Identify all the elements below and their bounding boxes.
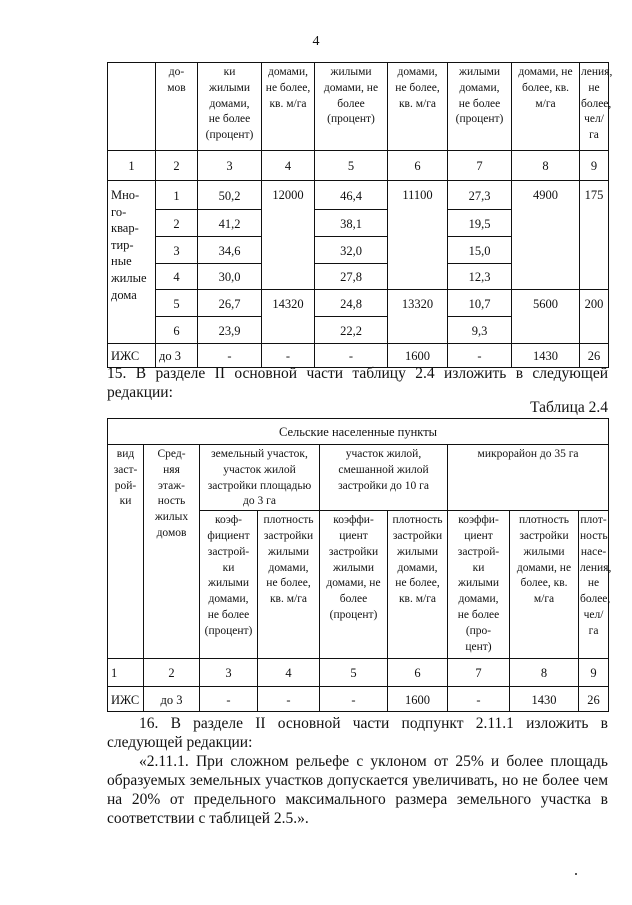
colnum-cell: 9: [580, 151, 609, 181]
value-cell: 19,5: [448, 210, 512, 237]
table1-header-cell: домами, не более, кв. м/га: [262, 63, 315, 151]
value-cell: 9,3: [448, 317, 512, 344]
izhs-cell: 1430: [510, 687, 579, 712]
floors-cell: 3: [156, 237, 198, 264]
value-cell: 23,9: [198, 317, 262, 344]
table-row-izhs: [108, 687, 609, 712]
value-cell: 26,7: [198, 290, 262, 317]
value-cell: 12,3: [448, 264, 512, 290]
colnum-cell: 6: [388, 659, 448, 687]
paragraph-15: 15. В разделе II основной части таблицу 2.4 изложить в следующей редакции:: [107, 365, 608, 401]
colnum-cell: 5: [320, 659, 388, 687]
table1-header-row: [108, 63, 609, 151]
colnum-cell: 5: [315, 151, 388, 181]
value-cell: 30,0: [198, 264, 262, 290]
table1-header-cell: [108, 63, 156, 151]
table1-header-cell: до- мов: [156, 63, 198, 151]
merged-value-cell: 4900: [512, 181, 580, 290]
floors-cell: 2: [156, 210, 198, 237]
colnum-cell: 2: [156, 151, 198, 181]
value-cell: 10,7: [448, 290, 512, 317]
colnum-cell: 3: [200, 659, 258, 687]
table-row: [108, 181, 609, 210]
subheader-cell: плотность застройки жилыми домами, не более, кв. м/га: [510, 511, 579, 659]
page-number: 4: [312, 34, 320, 49]
table-row: [108, 290, 609, 317]
colnum-cell: 2: [144, 659, 200, 687]
col-srednyaya-etazhnost: Сред- няя этаж- ность жилых домов: [144, 445, 200, 659]
izhs-cell: -: [262, 344, 315, 368]
izhs-cell: -: [448, 344, 512, 368]
subheader-cell: плот- ность насе- ления, не более, чел/га: [579, 511, 609, 659]
table1-colnum-row: [108, 151, 609, 181]
floors-cell: 6: [156, 317, 198, 344]
merged-value-cell: 5600: [512, 290, 580, 344]
colnum-cell: 9: [579, 659, 609, 687]
value-cell: 27,3: [448, 181, 512, 210]
value-cell: 41,2: [198, 210, 262, 237]
paragraph-16: 16. В разделе II основной части подпункт 2.11.1 изложить в следующей редакции:: [107, 715, 608, 751]
izhs-cell: ИЖС: [108, 687, 144, 712]
table1-header-cell: жилыми домами, не более (процент): [448, 63, 512, 151]
colnum-cell: 3: [198, 151, 262, 181]
table1-header-cell: домами, не более, кв. м/га: [512, 63, 580, 151]
table1-header-cell: ления, не более, чел/га: [580, 63, 609, 151]
table2-group-row: [108, 445, 609, 511]
colnum-cell: 7: [448, 659, 510, 687]
izhs-cell: -: [258, 687, 320, 712]
merged-value-cell: 12000: [262, 181, 315, 290]
colnum-cell: 4: [258, 659, 320, 687]
value-cell: 38,1: [315, 210, 388, 237]
subheader-cell: коэффи- циент застройки жилыми домами, не более (процент): [320, 511, 388, 659]
table-2-4: [107, 418, 612, 712]
izhs-cell: 26: [579, 687, 609, 712]
merged-value-cell: 13320: [388, 290, 448, 344]
table1-header-cell: жилыми домами, не более (процент): [315, 63, 388, 151]
group-zemelny-uchastok: земельный участок, участок жилой застройки площадью до 3 га: [200, 445, 320, 511]
floors-cell: 4: [156, 264, 198, 290]
floors-cell: 1: [156, 181, 198, 210]
value-cell: 34,6: [198, 237, 262, 264]
value-cell: 50,2: [198, 181, 262, 210]
group-uchastok-10ga: участок жилой, смешанной жилой застройки до 10 га: [320, 445, 448, 511]
scan-dot: [575, 873, 577, 875]
value-cell: 15,0: [448, 237, 512, 264]
izhs-cell: -: [315, 344, 388, 368]
subheader-cell: плотность застройки жилыми домами, не более, кв. м/га: [258, 511, 320, 659]
group-mikrorayon: микрорайон до 35 га: [448, 445, 609, 511]
izhs-cell: 1600: [388, 687, 448, 712]
table2-colnum-row: [108, 659, 609, 687]
merged-value-cell: 175: [580, 181, 609, 290]
izhs-cell: -: [448, 687, 510, 712]
value-cell: 22,2: [315, 317, 388, 344]
table-continuation: [107, 62, 613, 368]
izhs-cell: 1430: [512, 344, 580, 368]
izhs-cell: 26: [580, 344, 609, 368]
table-caption: Таблица 2.4: [530, 399, 608, 416]
merged-value-cell: 11100: [388, 181, 448, 290]
value-cell: 24,8: [315, 290, 388, 317]
value-cell: 32,0: [315, 237, 388, 264]
izhs-cell: -: [198, 344, 262, 368]
colnum-cell: 8: [512, 151, 580, 181]
subheader-cell: плотность застройки жилыми домами, не более, кв. м/га: [388, 511, 448, 659]
izhs-cell: до 3: [144, 687, 200, 712]
merged-value-cell: 200: [580, 290, 609, 344]
izhs-cell: -: [320, 687, 388, 712]
izhs-cell: -: [200, 687, 258, 712]
merged-value-cell: 14320: [262, 290, 315, 344]
izhs-cell: до 3: [156, 344, 198, 368]
table2-title: Сельские населенные пункты: [108, 419, 609, 445]
subheader-cell: коэффи- циент застрой- ки жилыми домами, не более (про- цент): [448, 511, 510, 659]
col-vid-zastroyki: вид заст- рой- ки: [108, 445, 144, 659]
colnum-cell: 1: [108, 659, 144, 687]
quote-2-11-1: «2.11.1. При сложном рельефе с уклоном от 25% и более площадь образуемых земельных участков допускается увеличивать, но не более чем на 20% от предельного максимального размера земельного участка в соответствии с таблицей 2.5.».: [107, 753, 608, 827]
floors-cell: 5: [156, 290, 198, 317]
group-label-mkd: Мно- го- квар- тир- ные жилые дома: [108, 181, 156, 344]
colnum-cell: 8: [510, 659, 579, 687]
izhs-cell: ИЖС: [108, 344, 156, 368]
value-cell: 27,8: [315, 264, 388, 290]
izhs-cell: 1600: [388, 344, 448, 368]
colnum-cell: 4: [262, 151, 315, 181]
table1-header-cell: домами, не более, кв. м/га: [388, 63, 448, 151]
value-cell: 46,4: [315, 181, 388, 210]
table1-header-cell: ки жилыми домами, не более (процент): [198, 63, 262, 151]
colnum-cell: 6: [388, 151, 448, 181]
colnum-cell: 7: [448, 151, 512, 181]
table2-title-row: [108, 419, 609, 445]
colnum-cell: 1: [108, 151, 156, 181]
subheader-cell: коэф- фициент застрой- ки жилыми домами, не более (процент): [200, 511, 258, 659]
